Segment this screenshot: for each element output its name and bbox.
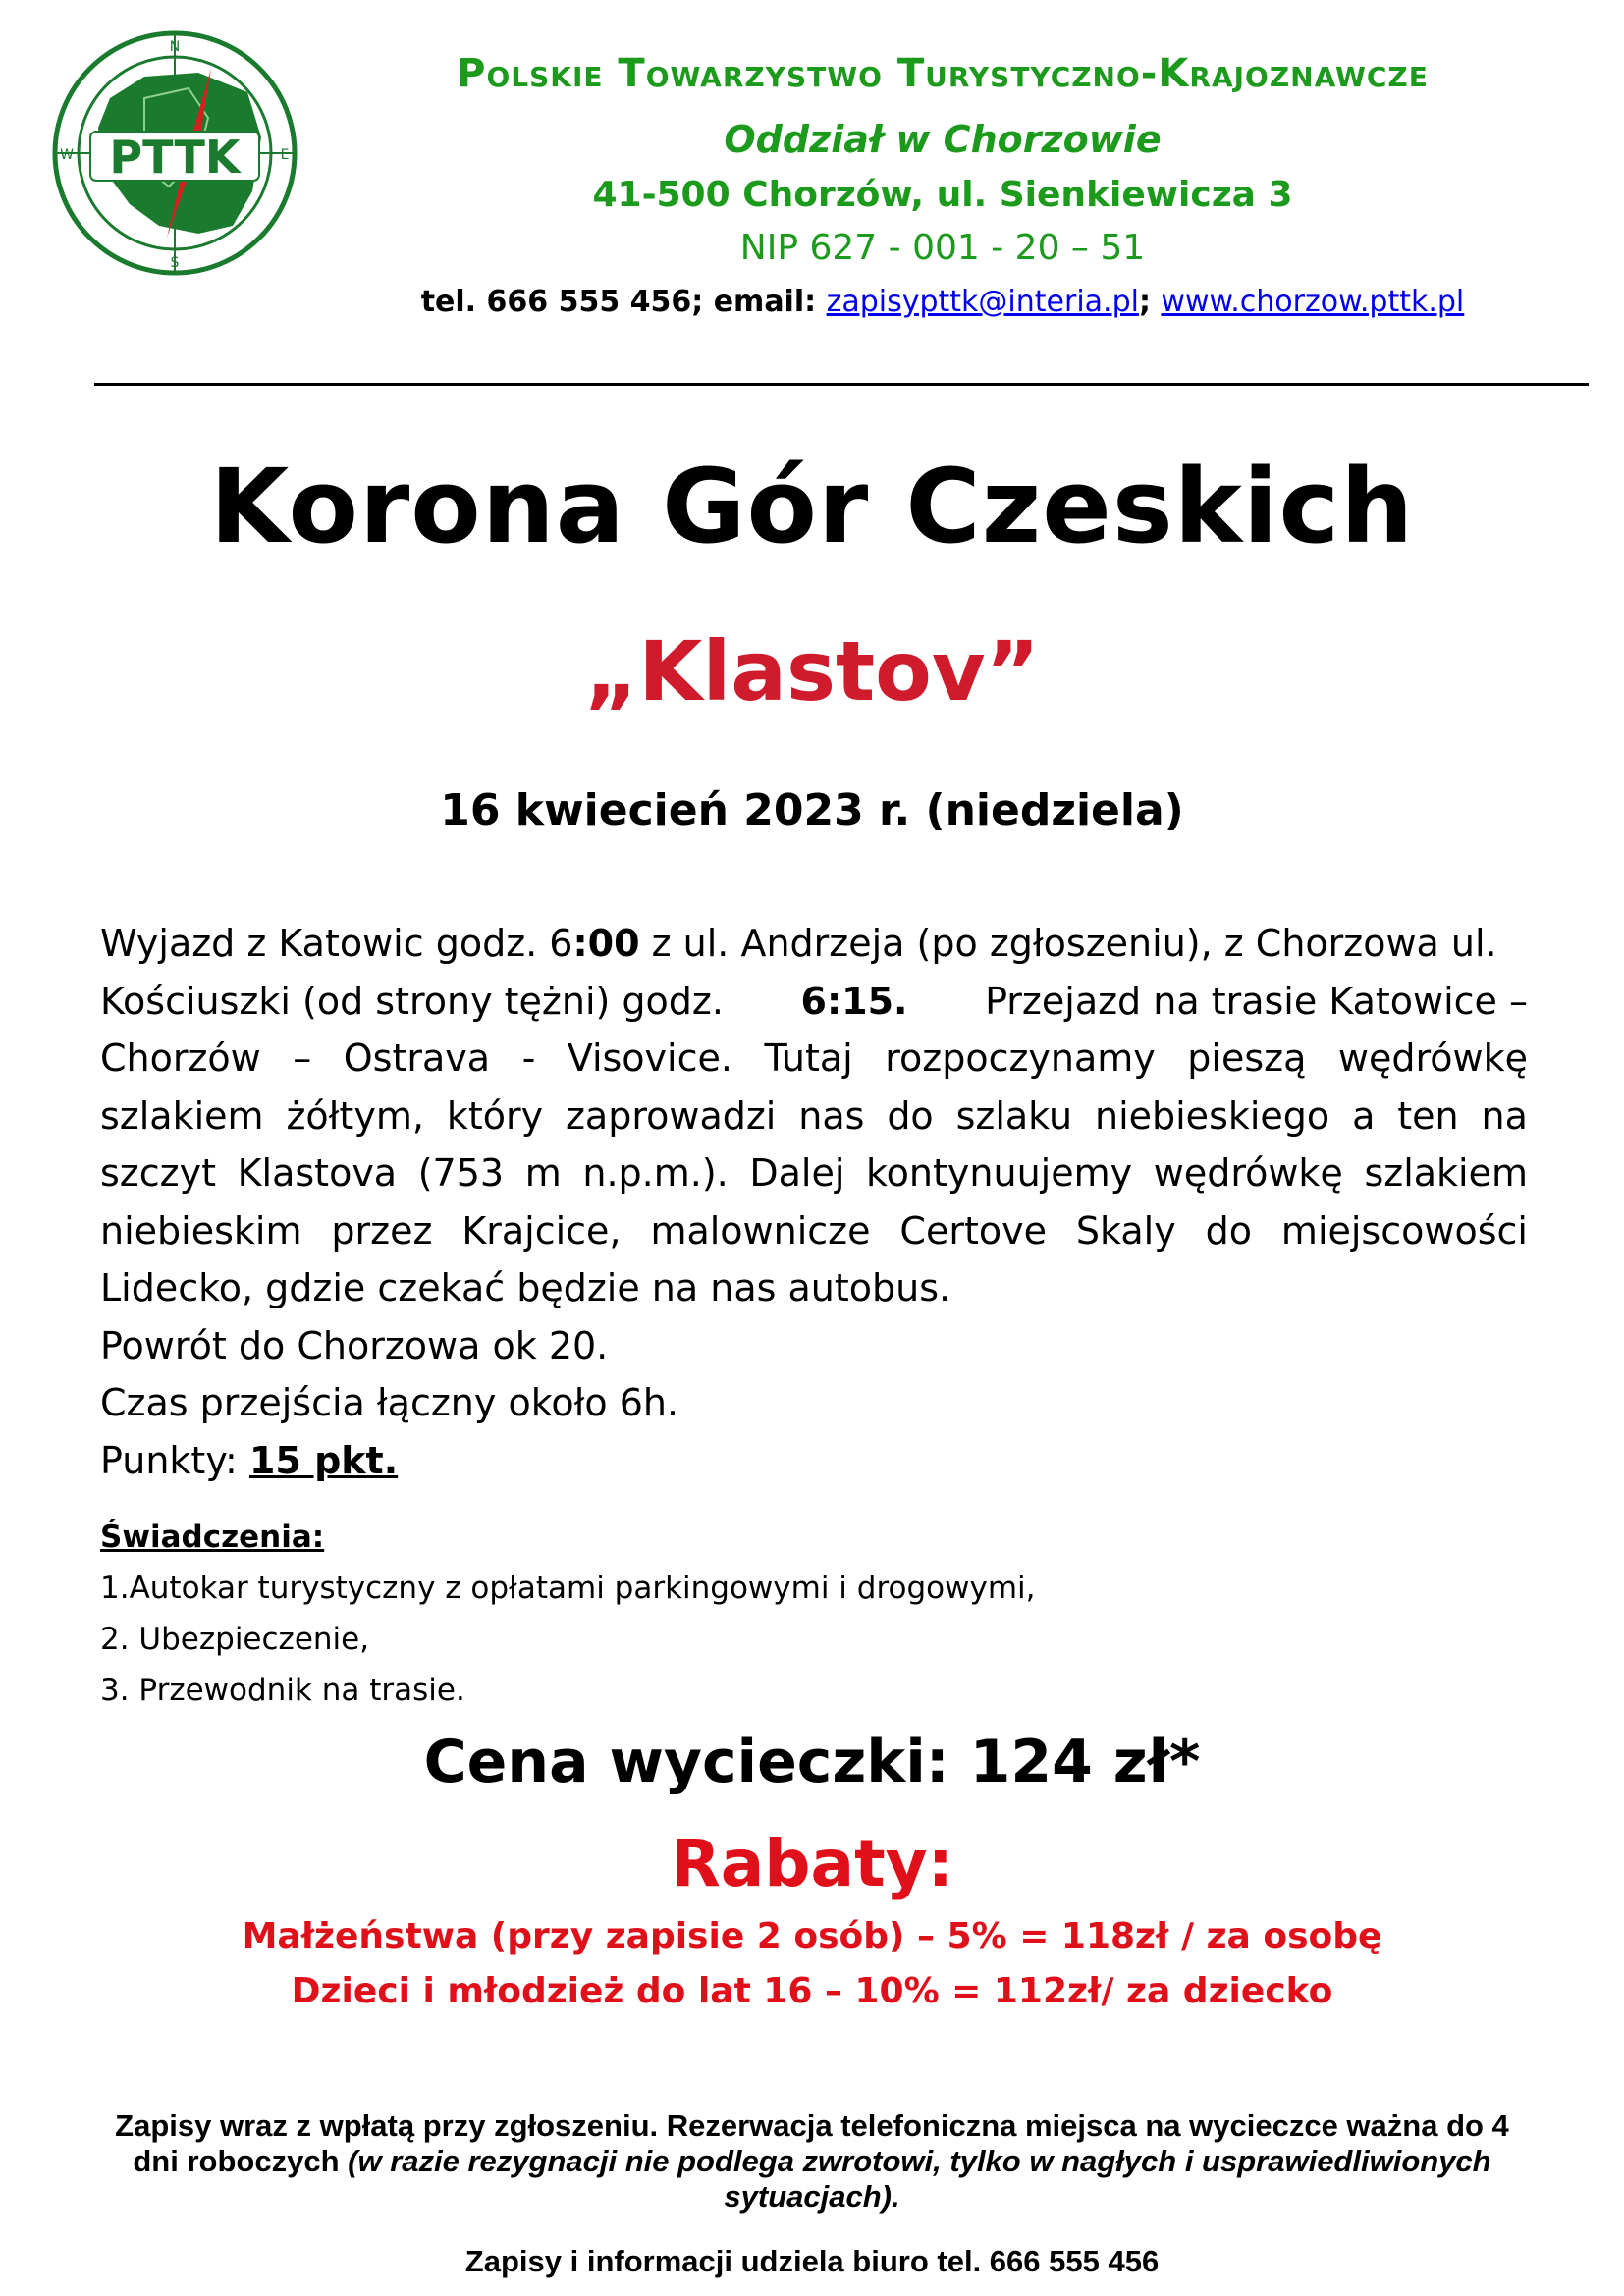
benefit-item: 1.Autokar turystyczny z opłatami parkingowymi i drogowymi, [100, 1571, 1036, 1606]
contact-separator: ; [1138, 285, 1151, 319]
desc-line-5: szczyt Klastova (753 m n.p.m.). Dalej kontynuujemy wędrówkę szlakiem [100, 1151, 1528, 1195]
benefits-section [100, 1512, 1377, 1716]
compass-w: W [60, 147, 74, 163]
branch-name: Oddział w Chorzowie [724, 118, 1162, 161]
website-link[interactable]: www.chorzow.pttk.pl [1161, 285, 1465, 319]
registration-note-main: Zapisy wraz z wpłatą przy zgłoszeniu. Rezerwacja telefoniczna miejsca na wycieczce ważna do 4 dni roboczych [115, 2109, 1509, 2178]
header-divider [94, 383, 1589, 386]
contact-prefix: tel. 666 555 456; email: [420, 285, 817, 319]
desc-line-4: szlakiem żółtym, który zaprowadzi nas do szlaku niebieskiego a ten na [100, 1094, 1528, 1138]
registration-note [88, 2109, 1536, 2215]
points-info: Punkty: 15 pkt. [100, 1438, 399, 1482]
desc-line-3: Chorzów – Ostrava - Visovice. Tutaj rozpoczynamy pieszą wędrówkę [100, 1037, 1528, 1080]
discount-item: Dzieci i młodzież do lat 16 – 10% = 112zł/ za dziecko [291, 1971, 1333, 2011]
email-link[interactable]: zapisypttk@interia.pl [826, 285, 1139, 319]
return-info: Powrót do Chorzowa ok 20. [100, 1323, 609, 1367]
nip: NIP 627 - 001 - 20 – 51 [739, 228, 1146, 268]
org-name: Polskie Towarzystwo Turystyczno-Krajoznawcze [457, 51, 1429, 96]
compass-e: E [280, 147, 290, 163]
desc-line-7: Lidecko, gdzie czekać będzie na nas autobus. [100, 1266, 951, 1309]
logo-text: PTTK [109, 131, 241, 184]
page-title: Korona Gór Czeskich [209, 447, 1415, 566]
trip-price: Cena wycieczki: 124 zł* [423, 1728, 1201, 1796]
benefits-title: Świadczenia: [100, 1520, 325, 1555]
desc-line-6: niebieskim przez Krajcice, malownicze Certove Skaly do miejscowości [100, 1208, 1528, 1253]
compass-s: S [170, 255, 180, 271]
trip-description [100, 915, 1528, 1489]
trip-date: 16 kwiecień 2023 r. (niedziela) [440, 785, 1184, 835]
pttk-logo [51, 29, 298, 277]
registration-note-italic: (w razie rezygnacji nie podlega zwrotowi, tylko w nagłych i usprawiedliwionych sytuacjach). [348, 2144, 1491, 2214]
discounts-title: Rabaty: [670, 1826, 954, 1901]
points-value: 15 pkt. [248, 1438, 399, 1482]
benefit-item: 2. Ubezpieczenie, [100, 1622, 370, 1657]
page-subtitle: „Klastov” [584, 623, 1040, 720]
compass-n: N [169, 39, 181, 55]
address: 41-500 Chorzów, ul. Sienkiewicza 3 [592, 175, 1293, 215]
desc-line-2: Kościuszki (od strony tężni) godz. 6:15. Przejazd na trasie Katowice – [100, 979, 1528, 1023]
discount-item: Małżeństwa (przy zapisie 2 osób) – 5% = 118zł / za osobę [242, 1916, 1382, 1956]
benefit-item: 3. Przewodnik na trasie. [100, 1673, 465, 1708]
duration-info: Czas przejścia łączny około 6h. [100, 1381, 679, 1424]
contact-line [295, 285, 1591, 319]
office-contact: Zapisy i informacji udziela biuro tel. 666 555 456 [464, 2244, 1160, 2278]
desc-line-1: Wyjazd z Katowic godz. 6:00 z ul. Andrzeja (po zgłoszeniu), z Chorzowa ul. [100, 922, 1497, 965]
